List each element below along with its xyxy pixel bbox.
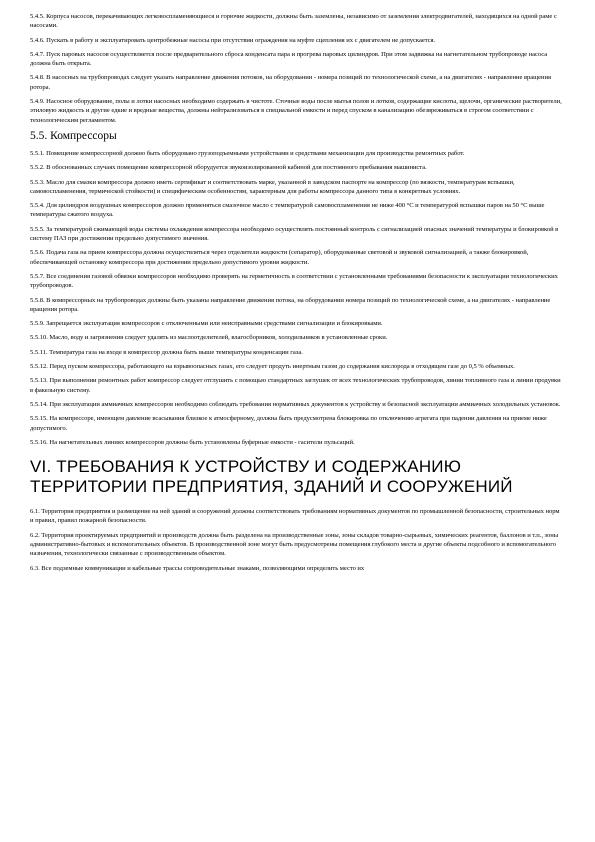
paragraph-5-5-4: 5.5.4. Для цилиндров воздушных компрессоров должно применяться смазочное масло с температурой самовоспламенения не ниже 400 °С и температурой вспышки паров на 50 °С выше температуры сжатого воздуха. — [30, 202, 545, 219]
paragraph-5-5-1: 5.5.1. Помещение компрессорной должно быть оборудовано грузоподъемными устройствами и средствами механизации для производства ремонтных работ. — [30, 149, 465, 157]
top-paragraphs — [30, 12, 563, 125]
paragraph-5-5-9: 5.5.9. Запрещается эксплуатация компрессоров с отключенными или неисправными средствами сигнализации и блокировками. — [30, 320, 383, 328]
paragraph-5-5-8: 5.5.8. В компрессорных на трубопроводах должны быть указаны направление движения потока, на оборудовании номера позиций по технологической схеме, а на двигателях - направление вращения ротора. — [30, 296, 551, 313]
paragraph-5-4-9: 5.4.9. Насосное оборудование, полы и лотки насосных необходимо содержать в чистоте. Сточные воды после мытья полов и лотков, содержащие кислоты, щелочи, органические растворители, этиловую жидкость и другие едкие и вредные вещества, должны нейтрализоваться в специальной емкости и перед спуском в канализацию обезвреживаться в строгом соответствии с технологическим регламентом. — [30, 98, 562, 124]
paragraph-5-5-10: 5.5.10. Масло, воду и загрязнения следует удалять из маслоотделителей, влагосборников, холодильников в установленные сроки. — [30, 334, 388, 342]
paragraph-5-5-13: 5.5.13. При выполнении ремонтных работ компрессор следует отглушить с помощью стандартных заглушек от всех технологических трубопроводов, линии топливного газа и линии продувки в факельную систему. — [30, 377, 561, 394]
section-compressors-body — [30, 149, 563, 447]
paragraph-5-5-3: 5.5.3. Масло для смазки компрессора должно иметь сертификат и соответствовать марке, указанной в заводском паспорте на компрессор (по вязкости, температурам вспышки, самовоспламенения, термической стойкости) и специфическим особенностям, характерным для работы компрессора данного типа в конкретных условиях. — [30, 178, 515, 195]
chapter-territory-body — [30, 507, 563, 573]
paragraph-5-5-5: 5.5.5. За температурой сжимающей воды системы охлаждения компрессора необходимо осуществлять постоянный контроль с сигнализацией опасных значений температуры и блокировкой в систему ПАЗ при достижении предельно допустимого значения. — [30, 225, 559, 243]
paragraph-5-5-12: 5.5.12. Перед пуском компрессора, работающего на взрывоопасных газах, его следует продуть инертным газом до содержания кислорода в отходящем газе до 0,5 % объемных. — [30, 363, 515, 371]
paragraph-5-5-6: 5.5.6. Подача газа на прием компрессора должна осуществляться через отделители жидкости (сепаратор), оборудованные световой и звуковой сигнализацией, а также блокировкой, обеспечивающей остановку компрессора при достижении предельно допустимого уровня жидкости. — [30, 249, 529, 266]
paragraph-5-5-15: 5.5.15. На компрессоре, имеющем давление всасывания близкое к атмосферному, должна быть предусмотрена блокировка по отключению агрегата при падении давления на приеме ниже допустимого. — [30, 415, 547, 432]
section-title-compressors: 5.5. Компрессоры — [30, 129, 117, 142]
paragraph-5-5-11: 5.5.11. Температура газа на входе в компрессор должна быть выше температуры конденсации газа. — [30, 348, 303, 356]
paragraph-6-1: 6.1. Территория предприятия и размещение на ней зданий и сооружений должны соответствовать требованиям нормативных документов по промышленной безопасности, строительных норм и правил, правил пожарной безопасности. — [30, 508, 560, 525]
paragraph-5-5-2: 5.5.2. В обоснованных случаях помещение компрессорной оборудуется звукоизолированной кабиной для постоянного пребывания машиниста. — [30, 164, 427, 172]
paragraph-5-5-16: 5.5.16. На нагнетательных линиях компрессоров должны быть установлены буферные емкости - гасители пульсаций. — [30, 438, 355, 446]
paragraph-6-3: 6.3. Все подземные коммуникации и кабельные трассы сопроводительные знаками, позволяющими определить место их — [30, 564, 365, 572]
chapter-title-territory: VI. ТРЕБОВАНИЯ К УСТРОЙСТВУ И СОДЕРЖАНИЮ ТЕРРИТОРИИ ПРЕДПРИЯТИЯ, ЗДАНИЙ И СООРУЖЕНИЙ — [30, 457, 513, 497]
document-page — [30, 12, 563, 578]
paragraph-5-4-8: 5.4.8. В насосных на трубопроводах следует указать направление движения потоков, на оборудовании - номера позиций по технологической схеме, а на двигателях - направление вращения ротора. — [30, 74, 552, 91]
paragraph-6-2: 6.2. Территория проектируемых предприятий и производств должна быть разделена на производственные зоны, зоны складов товарно-сырьевых, химических реагентов, баллонов и т.п., зоны административно-бытовых и вспомогательных объектов. В производственной зоне могут быть предусмотрены помещения глубокого места и другие объекты подсобного и вспомогательного назначения, технологически связанные с производственным объектом. — [30, 531, 559, 558]
paragraph-5-5-7: 5.5.7. Все соединения газовой обвязки компрессоров необходимо проверять на герметичность в соответствии с установленными требованиями безопасности к эксплуатации технологических трубопроводов. — [30, 272, 558, 290]
paragraph-5-4-5: 5.4.5. Корпуса насосов, перекачивающих легковоспламеняющиеся и горючие жидкости, должны быть заземлены, независимо от заземления электродвигателей, находящихся на одной раме с насосами. — [30, 13, 557, 30]
paragraph-5-4-6: 5.4.6. Пускать в работу и эксплуатировать центробежные насосы при отсутствии ограждения на муфте сцепления их с двигателем не допускается. — [30, 36, 436, 44]
paragraph-5-5-14: 5.5.14. При эксплуатации аммиачных компрессоров необходимо соблюдать требования нормативных документов к устройству и безопасной эксплуатации аммиачных холодильных установок. — [30, 400, 561, 408]
paragraph-5-4-7: 5.4.7. Пуск паровых насосов осуществляется после предварительного сброса конденсата пара и прогрева паровых цилиндров. При этом задвижка на нагнетательном трубопроводе насоса должна быть открыта. — [30, 50, 548, 68]
